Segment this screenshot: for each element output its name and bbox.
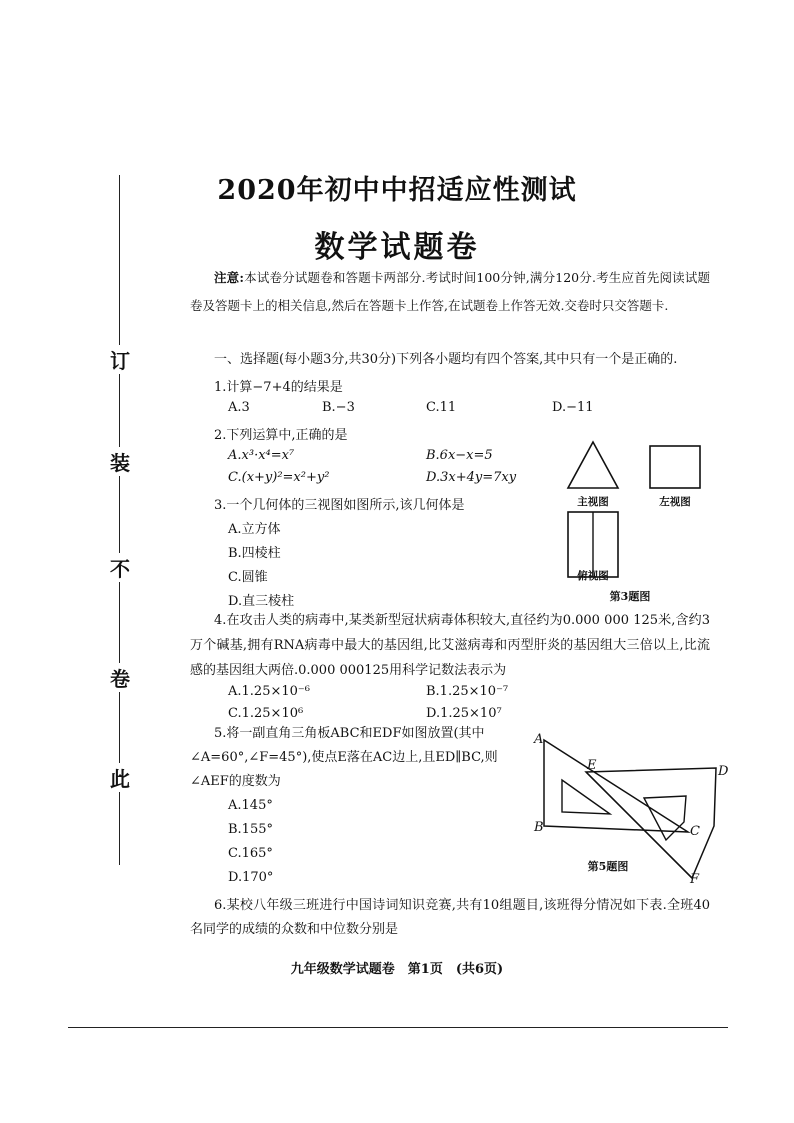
triangle-abc-inner — [562, 780, 610, 814]
q3-figure-caption: 第3题图 — [609, 590, 651, 603]
q2-option-b: B.6x−x=5 — [426, 448, 493, 463]
left-view-rectangle — [650, 446, 700, 488]
notice-label: 注意: — [214, 270, 244, 285]
exam-title: 2020年初中中招适应性测试 — [217, 175, 577, 206]
q5-figure-caption: 第5题图 — [587, 860, 629, 873]
exam-subtitle: 数学试题卷 — [314, 230, 480, 265]
q2-stem: 2.下列运算中,正确的是 — [214, 428, 348, 443]
q2-option-a: A.x³·x⁴=x⁷ — [228, 448, 295, 463]
q5-option-a: A.145° — [228, 798, 273, 813]
q5-label-d: D — [718, 764, 729, 779]
notice-text: 本试卷分试题卷和答题卡两部分.考试时间100分钟,满分120分.考生应首先阅读试题卷及答题卡上的相关信息,然后在答题卡上作答,在试题卷上作答无效.交卷时只交答题卡. — [190, 270, 710, 313]
triangle-abc — [544, 740, 688, 832]
q4-stem: 4.在攻击人类的病毒中,某类新型冠状病毒体积较大,直径约为0.000 000 125米,含约3万个碱基,拥有RNA病毒中最大的基因组,比艾滋病毒和丙型肝炎的基因组大三倍以上,比流感的基因组大两倍.0.000 000125用科学记数法表示为 — [190, 613, 710, 678]
q4-option-b: B.1.25×10⁻⁷ — [426, 684, 509, 699]
q4-option-a: A.1.25×10⁻⁶ — [228, 684, 310, 699]
front-view-label: 主视图 — [577, 496, 609, 508]
binding-char-3: 不 — [100, 553, 140, 582]
bottom-divider — [68, 1027, 728, 1028]
q3-option-d: D.直三棱柱 — [228, 594, 295, 609]
binding-char-4: 卷 — [100, 663, 140, 692]
q5-option-b: B.155° — [228, 822, 273, 837]
q5-label-a: A — [534, 732, 544, 747]
q1-option-d: D.−11 — [552, 400, 594, 415]
left-view-label: 左视图 — [659, 496, 691, 508]
q5-label-f: F — [690, 872, 700, 887]
binding-char-1: 订 — [100, 345, 140, 374]
q4-option-c: C.1.25×10⁶ — [228, 706, 304, 721]
q3-option-c: C.圆锥 — [228, 570, 268, 585]
q2-option-d: D.3x+4y=7xy — [426, 470, 517, 485]
q2-option-c: C.(x+y)²=x²+y² — [228, 470, 330, 485]
q1-option-a: A.3 — [228, 400, 250, 415]
q3-option-b: B.四棱柱 — [228, 546, 281, 561]
q5-label-b: B — [534, 820, 544, 835]
binding-char-2: 装 — [100, 447, 140, 476]
binding-char-5: 此 — [100, 763, 140, 792]
q3-option-a: A.立方体 — [228, 522, 281, 537]
q3-stem: 3.一个几何体的三视图如图所示,该几何体是 — [214, 498, 465, 513]
q5-option-c: C.165° — [228, 846, 273, 861]
top-view-label: 俯视图 — [577, 570, 609, 582]
binding-margin — [100, 175, 140, 865]
q4-option-d: D.1.25×10⁷ — [426, 706, 502, 721]
q5-option-d: D.170° — [228, 870, 274, 885]
q1-stem: 1.计算−7+4的结果是 — [214, 380, 343, 395]
q5-stem: 5.将一副直角三角板ABC和EDF如图放置(其中∠A=60°,∠F=45°),使点E落在AC边上,且ED∥BC,则∠AEF的度数为 — [190, 726, 498, 789]
q5-label-e: E — [587, 758, 597, 773]
section-heading: 一、选择题(每小题3分,共30分)下列各小题均有四个答案,其中只有一个是正确的. — [214, 352, 678, 367]
page-footer: 九年级数学试题卷 第1页 (共6页) — [290, 962, 504, 977]
q6-stem: 6.某校八年级三班进行中国诗词知识竞赛,共有10组题目,该班得分情况如下表.全班40名同学的成绩的众数和中位数分别是 — [190, 898, 710, 937]
binding-line — [119, 175, 120, 865]
q5-label-c: C — [690, 824, 700, 839]
front-view-triangle — [568, 442, 618, 488]
q1-option-b: B.−3 — [322, 400, 355, 415]
exam-notice — [190, 264, 710, 320]
q1-option-c: C.11 — [426, 400, 457, 415]
